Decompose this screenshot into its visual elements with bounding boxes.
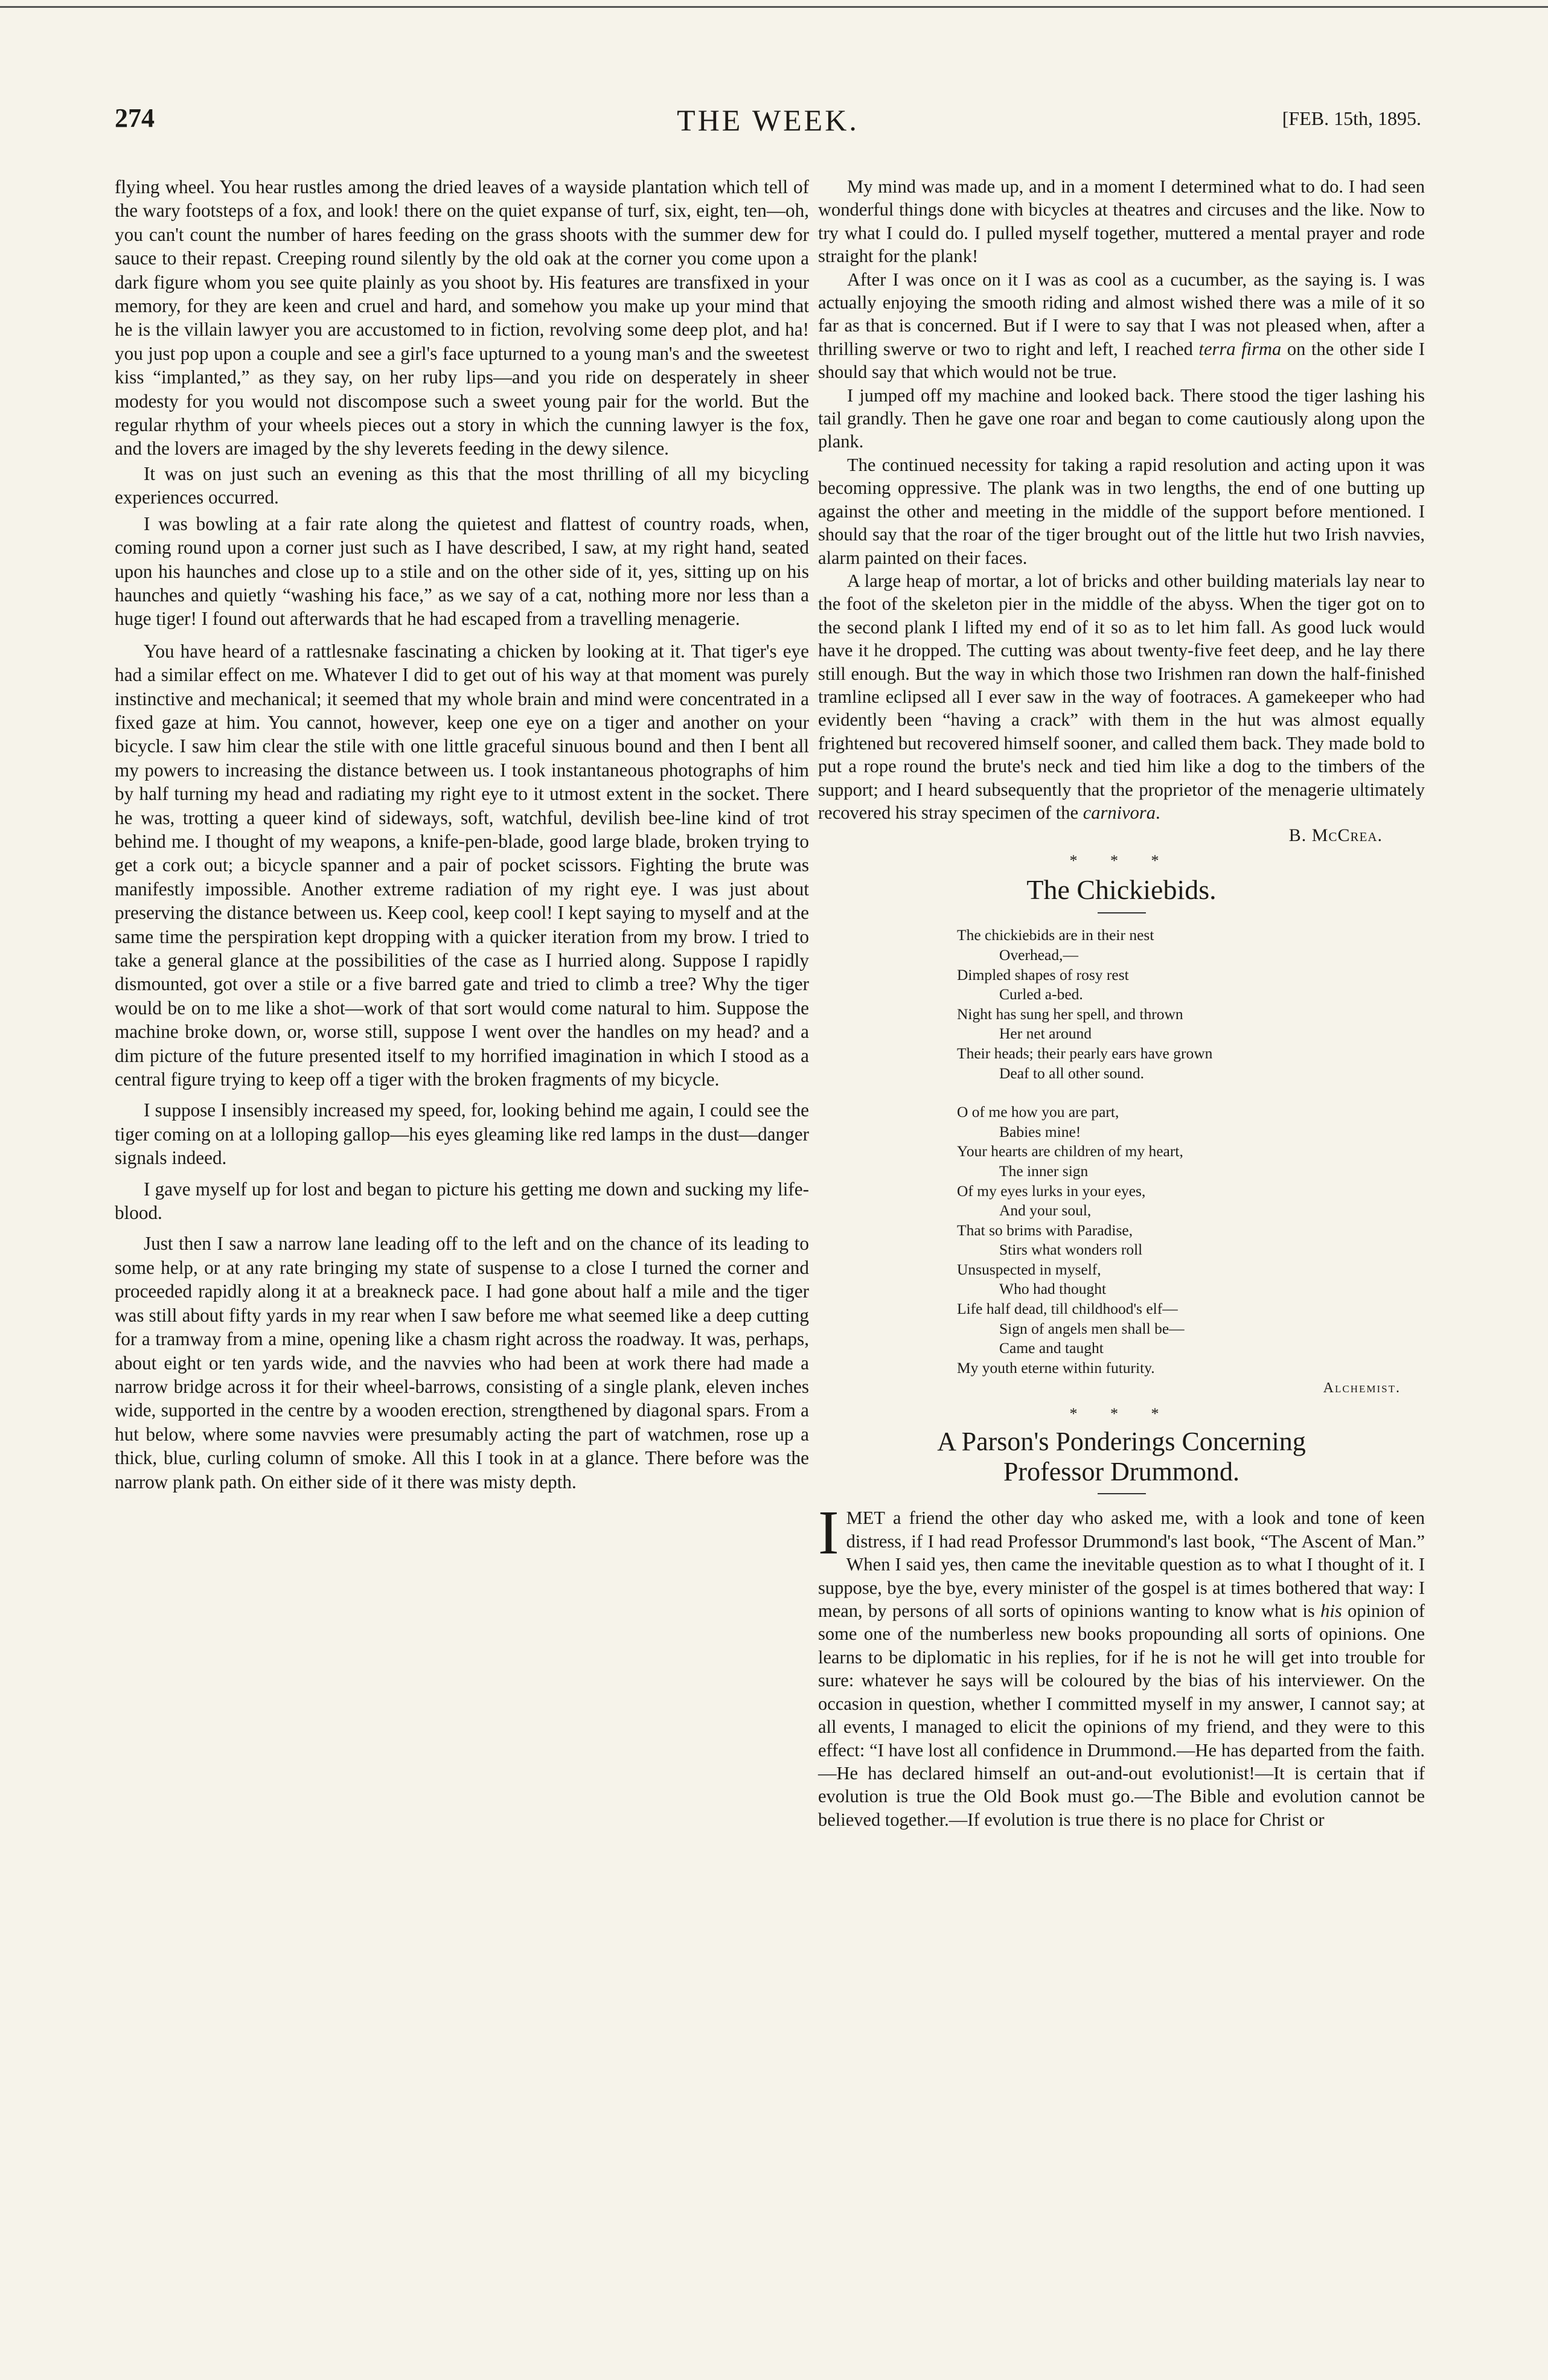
paragraph-text: opinion of some one of the numberless new books propounding all sorts of opinions. One learns to be diplomatic in his replies, for if he is not he will get into trouble for sure: whatever he says will be coloured by the bias of his interviewer. On the occasion in question, whether I committed myself in my answer, I cannot say; at all events, I managed to elicit the opinions of my friend, and they were to this effect: “I have lost all confidence in Drummond.—He has departed from the faith.—He has declared himself an out-and-out evolutionist!—It is certain that if evolution is true the Old Book must go.—The Bible and evolution cannot be believed together.—If evolution is true there is no place for Christ or [818, 1601, 1425, 1830]
paragraph: It was on just such an evening as this that the most thrilling of all my bicycling experiences occurred. [115, 462, 809, 508]
italic-word: his [1320, 1601, 1342, 1622]
poem-line: Overhead,— [999, 945, 1078, 964]
poem-line: Came and taught [999, 1339, 1104, 1357]
story-signature: B. McCrea. [1288, 825, 1383, 846]
poem-line: O of me how you are part, [957, 1103, 1119, 1121]
paragraph [818, 569, 1425, 824]
paragraph: I suppose I insensibly increased my speed, for, looking behind me again, I could see the tiger coming on at a lolloping gallop—his eyes gleaming like red lamps in the dust—danger signals indeed. [115, 1099, 809, 1169]
italic-phrase: carnivora [1083, 802, 1156, 823]
poem-line: Her net around [999, 1025, 1092, 1043]
poem-title: The Chickiebids. [1026, 874, 1217, 906]
paragraph [818, 268, 1425, 384]
poem-line: Night has sung her spell, and thrown [957, 1005, 1183, 1023]
paragraph: flying wheel. You hear rustles among the dried leaves of a wayside plantation which tell of the wary footsteps of a fox, and look! there on the quiet expanse of turf, six, eight, ten—oh, you can't count the number of hares feeding on the grass shoots with the summer dew for sauce to their repast. Creeping round silently by the old oak at the corner you come upon a dark figure whom you see quite plainly as you shoot by. His features are transfixed in your memory, for they are keen and cruel and hard, and somehow you make up your mind that he is the villain lawyer you are accustomed to in fiction, revolving some deep plot, and ha! you just pop upon a couple and see a girl's face upturned to a young man's and the sweetest kiss “implanted,” as they say, on her ruby lips—and you ride on desperately in sheer modesty for you would not discompose such a sweet young pair for the world. But the regular rhythm of your wheels pieces out a story in which the cunning lawyer is the fox, and the lovers are imaged by the shy leverets feeding in the dewy silence. [115, 176, 809, 459]
lead-words: MET [846, 1508, 886, 1529]
poem-stanza [957, 926, 1425, 1083]
article-title [818, 1427, 1425, 1487]
italic-phrase: terra firma [1198, 338, 1282, 359]
poem-line: Of my eyes lurks in your eyes, [957, 1182, 1146, 1200]
poem-stanza [957, 1102, 1425, 1378]
poem-line: My youth eterne within futurity. [957, 1358, 1155, 1377]
article-body [818, 1498, 1425, 1831]
top-border-rule [0, 6, 1548, 8]
issue-date: [FEB. 15th, 1895. [1282, 107, 1421, 129]
poem-line: Deaf to all other sound. [999, 1064, 1145, 1082]
paragraph: I jumped off my machine and looked back. There stood the tiger lashing his tail grandly. Then he gave one roar and began to come cautiously along upon the plank. [818, 385, 1425, 452]
poem-line: Their heads; their pearly ears have grown [957, 1044, 1213, 1062]
drop-cap: I [818, 1498, 839, 1568]
poem-line: Curled a-bed. [999, 985, 1083, 1003]
paragraph-text: . [1156, 802, 1160, 823]
paragraph: I gave myself up for lost and began to picture his getting me down and sucking my life-blood. [115, 1178, 809, 1224]
section-separator: * * * [1069, 1405, 1174, 1423]
poem-line: And your soul, [999, 1201, 1092, 1220]
title-rule [1098, 1493, 1146, 1494]
poem-line: Life half dead, till childhood's elf— [957, 1300, 1178, 1318]
left-column [115, 175, 809, 1494]
paragraph-text: A large heap of mortar, a lot of bricks and other building materials lay near to the foot of the skeleton pier in the middle of the abyss. When the tiger got on to the second plank I lifted my end of it so as to let him fall. As good luck would have it he dropped. The cutting was about twenty-five feet deep, and he lay there still enough. But the way in which those two Irishmen ran down the half-finished tramline eclipsed all I ever saw in the way of footraces. A gamekeeper who had evidently been “having a crack” with them in the hut was almost equally frightened but recovered himself sooner, and called them back. They made bold to put a rope round the brute's neck and tied him like a dog to the timbers of the support; and I heard subsequently that the proprietor of the menagerie ultimately recovered his stray specimen of the [818, 570, 1425, 823]
poem-line: Unsuspected in myself, [957, 1260, 1101, 1278]
paragraph: I was bowling at a fair rate along the quietest and flattest of country roads, when, coming round upon a corner just such as I have described, I saw, at my right hand, seated upon his haunches and close up to a stile and on the other side of it, yes, sitting up on his haunches and quietly “washing his face,” as we say of a cat, nothing more nor less than a huge tiger! I found out afterwards that he had escaped from a travelling menagerie. [115, 513, 809, 630]
paragraph: My mind was made up, and in a moment I determined what to do. I had seen wonderful things done with bicycles at theatres and circuses and the like. Now to try what I could do. I pulled myself together, muttered a mental prayer and rode straight for the plank! [818, 176, 1425, 267]
page-number: 274 [115, 103, 155, 133]
journal-title: THE WEEK. [677, 103, 859, 137]
poem-line: Sign of angels men shall be— [999, 1319, 1185, 1337]
poem [957, 926, 1425, 1378]
poem-line: Stirs what wonders roll [999, 1241, 1143, 1259]
poem-line: That so brims with Paradise, [957, 1221, 1133, 1239]
paragraph: You have heard of a rattlesnake fascinating a chicken by looking at it. That tiger's eye had a similar effect on me. Whatever I did to get out of his way at that moment was purely instinctive and mechanical; it seemed that my whole brain and mind were concentrated in a fixed gaze at him. You cannot, however, keep one eye on a tiger and another on your bicycle. I saw him clear the stile with one little graceful sinuous bound and then I bent all my powers to increasing the distance between us. I took instantaneous photographs of him by half turning my head and radiating my right eye to it utmost extent in the socket. There he was, trotting a queer kind of sideways, soft, watchful, devilish bee-line kind of trot behind me. I thought of my weapons, a knife-pen-blade, good large blade, broken trying to get a cork out; a bicycle spanner and a pair of pocket scissors. Fighting the brute was manifestly impossible. Another extreme radiation of my right eye. I was just about preserving the distance between us. Keep cool, keep cool! I kept saying to myself and at the same time the perspiration kept dropping with a quicker iteration from my brow. I tried to take a general glance at the possibilities of the case as I hurried along. Suppose I rapidly dismounted, got over a stile or a five barred gate and tried to climb a tree? Why the tiger would be on to me like a shot—work of that sort would come natural to him. Suppose the machine broke down, or, worse still, suppose I went over the handles on my head? and a dim picture of the future presented itself to my horrified imagination in which I stood as a central figure trying to keep off a tiger with the broken fragments of my bicycle. [115, 640, 809, 1090]
poem-line: Babies mine! [999, 1122, 1081, 1140]
poem-line: Dimpled shapes of rosy rest [957, 965, 1129, 984]
paragraph-text: After I was once on it I was as cool as a cucumber, as the saying is. I was actually enjoying the smooth riding and almost wished there was a mile of it so far as that is concerned. But if I were to say that I was not pleased when, after a thrilling swerve or two to right and left, I reached [818, 269, 1425, 359]
title-rule [1098, 912, 1146, 913]
page-header [115, 103, 1421, 151]
paragraph: The continued necessity for taking a rapid resolution and acting upon it was becoming oppressive. The plank was in two lengths, the end of one butting up against the other and meeting in the middle of the support before mentioned. I should say that the roar of the tiger brought out of the little hut two Irish navvies, alarm painted on their faces. [818, 454, 1425, 568]
poem-line: Your hearts are children of my heart, [957, 1142, 1183, 1160]
poem-line: The inner sign [999, 1162, 1089, 1180]
poem-line: The chickiebids are in their nest [957, 926, 1154, 944]
article-title-line: Professor Drummond. [1003, 1457, 1240, 1487]
paragraph-text: a friend the other day who asked me, with a look and tone of keen distress, if I had read Professor Drummond's last book, “The Ascent of Man.” When I said yes, then came the inevitable question as to what I thought of it. I suppose, bye the bye, every minister of the gospel is at times bothered that way: I mean, by persons of all sorts of opinions wanting to know what is [818, 1508, 1425, 1622]
right-column [818, 175, 1425, 1831]
paragraph-text: on the other side I should say that which would not be true. [818, 338, 1425, 383]
story-signature-row [818, 824, 1425, 847]
poem-line: Who had thought [999, 1280, 1107, 1298]
poem-signature: Alchemist. [1323, 1380, 1401, 1396]
paragraph: Just then I saw a narrow lane leading off to the left and on the chance of its leading to some help, or at any rate bringing my state of suspense to a close I turned the corner and proceeded rapidly along it at a breakneck pace. I had gone about half a mile and the tiger was still about fifty yards in my rear when I saw before me what seemed like a deep cutting for a tramway from a mine, opening like a chasm right across the roadway. It was, perhaps, about eight or ten yards wide, and the navvies who had been at work there had made a narrow bridge across it for their wheel-barrows, consisting of a single plank, eleven inches wide, supported in the centre by a wooden erection, strengthened by diagonal spars. From a hut below, where some navvies were presumably acting the part of watchmen, rose up a thick, blue, curling column of smoke. All this I took in at a glance. There before was the narrow plank path. On either side of it there was misty depth. [115, 1233, 809, 1492]
section-separator: * * * [1069, 852, 1174, 870]
article-title-line: A Parson's Ponderings Concerning [937, 1427, 1306, 1457]
